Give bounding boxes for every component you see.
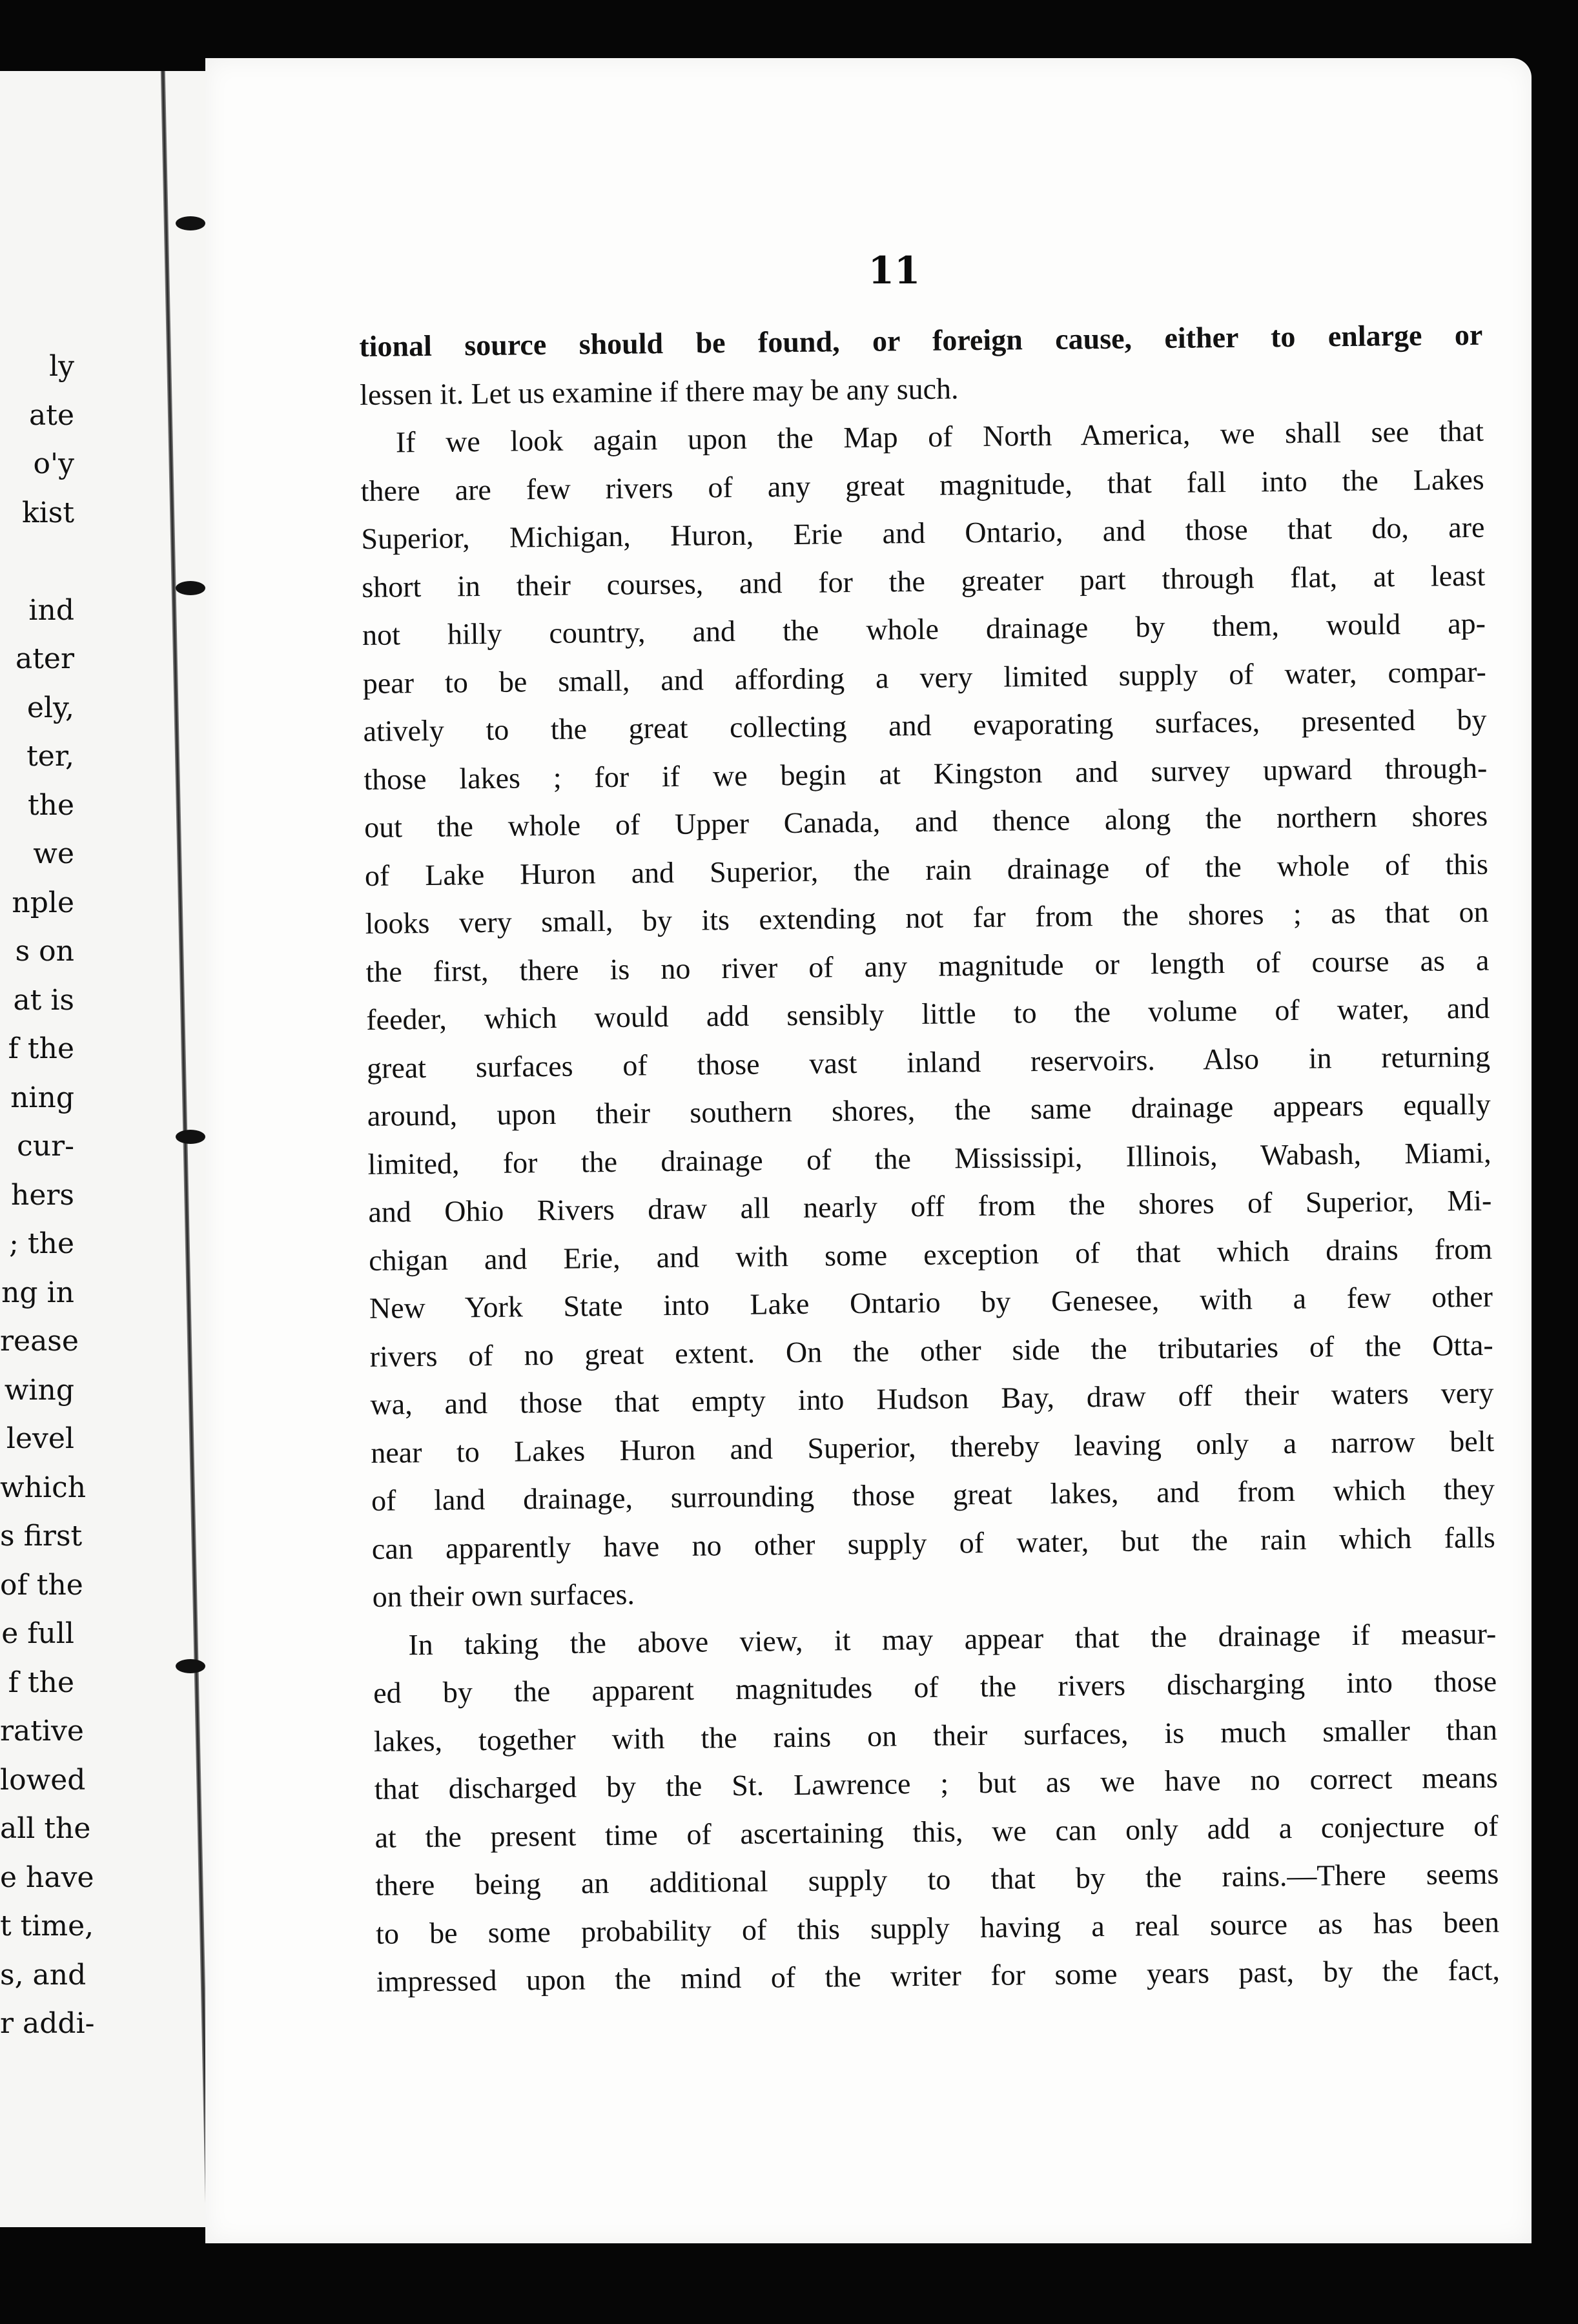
text-line: ed by the apparent magnitudes of the rivers discharging into those — [373, 1664, 1497, 1709]
text-line: lakes, together with the rains on their surfaces, is much smaller than — [373, 1713, 1498, 1758]
text-line: of land drainage, surrounding those great lakes, and from which they — [371, 1472, 1495, 1517]
book-page — [205, 58, 1532, 2243]
binding-stitch — [176, 1659, 205, 1673]
previous-page-line: ly — [49, 350, 74, 383]
previous-page-line: t time, — [0, 1910, 94, 1942]
previous-page-line: level — [6, 1422, 74, 1455]
text-line: limited, for the drainage of the Mississipi, Illinois, Wabash, Miami, — [367, 1136, 1491, 1181]
text-line: wa, and those that empty into Hudson Bay, draw off their waters very — [370, 1376, 1494, 1421]
text-line: looks very small, by its extending not far from the shores ; as that on — [365, 895, 1489, 940]
previous-page-line — [0, 537, 74, 586]
book-binding — [176, 71, 201, 2240]
text-line: rivers of no great extent. On the other side the tributaries of the Otta- — [369, 1328, 1493, 1373]
text-line: Superior, Michigan, Huron, Erie and Ontario, and those that do, are — [361, 510, 1485, 555]
text-line: pear to be small, and affording a very limited supply of water, compar- — [362, 655, 1487, 700]
previous-page-line: e have — [0, 1860, 94, 1894]
previous-page-line: r addi- — [0, 2007, 95, 2040]
text-line: chigan and Erie, and with some exception of that which drains from — [368, 1232, 1493, 1277]
text-line: lessen it. Let us examine if there may be any such. — [359, 371, 959, 411]
previous-page-line: at is — [13, 983, 74, 1017]
previous-page-line: s on — [15, 935, 74, 968]
previous-page-line: rease — [0, 1325, 79, 1358]
text-line: not hilly country, and the whole drainage by them, would ap- — [362, 606, 1486, 651]
previous-page-line: cur- — [17, 1130, 74, 1163]
previous-page-line: lowed — [0, 1763, 86, 1797]
page-body-text — [359, 311, 1500, 2006]
text-line: short in their courses, and for the greater part through flat, at least — [362, 558, 1486, 604]
previous-page-line: s first — [0, 1520, 83, 1553]
binding-stitch — [176, 1130, 205, 1144]
text-line: that discharged by the St. Lawrence ; but as we have no correct means — [374, 1760, 1498, 1806]
text-line: atively to the great collecting and evaporating surfaces, presented by — [363, 702, 1487, 748]
binding-stitch — [176, 581, 205, 595]
previous-page-line: f the — [8, 1032, 74, 1065]
binding-stitch — [176, 216, 205, 230]
text-line: at the present time of ascertaining this, we can only add a conjecture of — [374, 1809, 1499, 1854]
previous-page-line: s, and — [0, 1958, 87, 1992]
text-line: on their own surfaces. — [372, 1577, 635, 1613]
previous-page-line: ; the — [9, 1227, 74, 1260]
text-line: tional source should be found, or foreign cause, either to enlarge or — [359, 318, 1483, 363]
previous-page-line: nple — [12, 886, 74, 919]
text-line: to be some probability of this supply having a real source as has been — [375, 1905, 1500, 1950]
previous-page-line: we — [33, 837, 74, 870]
text-line: In taking the above view, it may appear that the drainage if measur- — [408, 1616, 1497, 1661]
text-line: those lakes ; for if we begin at Kingston and survey upward through- — [364, 751, 1488, 796]
previous-page-line: ate — [29, 398, 74, 432]
previous-page-line: ning — [10, 1081, 74, 1114]
text-line: feeder, which would add sensibly little to the volume of water, and — [366, 991, 1490, 1036]
text-line: the first, there is no river of any magnitude or length of course as a — [365, 943, 1490, 988]
previous-page-line: which — [0, 1471, 87, 1504]
previous-page-line: the — [27, 788, 74, 822]
previous-page-line: e full — [1, 1617, 74, 1650]
previous-page-line: ind — [28, 593, 74, 627]
text-line: near to Lakes Huron and Superior, thereby leaving only a narrow belt — [371, 1424, 1495, 1469]
text-line: If we look again upon the Map of North America, we shall see that — [395, 414, 1484, 459]
text-line: impressed upon the mind of the writer for some years past, by the fact, — [376, 1953, 1501, 1998]
previous-page-text — [0, 342, 95, 2048]
text-line: and Ohio Rivers draw all nearly off from the shores of Superior, Mi- — [368, 1183, 1492, 1228]
text-line: out the whole of Upper Canada, and thence along the northern shores — [364, 799, 1488, 844]
page-number: 11 — [868, 249, 921, 292]
previous-page-line: ely, — [26, 691, 74, 724]
text-line: there being an additional supply to that by the rains.—There seems — [375, 1857, 1499, 1902]
text-line: New York State into Lake Ontario by Genesee, with a few other — [369, 1279, 1493, 1325]
previous-page-line: rative — [0, 1715, 84, 1748]
text-line: great surfaces of those vast inland reservoirs. Also in returning — [366, 1039, 1491, 1085]
previous-page-line: ter, — [26, 740, 74, 773]
previous-page-line: wing — [4, 1373, 74, 1407]
previous-page-line: f the — [8, 1666, 74, 1699]
previous-page-line: hers — [11, 1178, 74, 1212]
previous-page-line: ater — [15, 642, 74, 675]
text-line: of Lake Huron and Superior, the rain drainage of the whole of this — [364, 847, 1489, 892]
previous-page-line: kist — [22, 496, 74, 529]
previous-page-line: o'y — [33, 447, 74, 480]
text-line: there are few rivers of any great magnitude, that fall into the Lakes — [360, 462, 1484, 507]
text-line: around, upon their southern shores, the same drainage appears equally — [367, 1087, 1491, 1132]
previous-page-line: of the — [0, 1568, 83, 1602]
previous-page-line: ng in — [1, 1276, 74, 1309]
previous-page-line: all the — [0, 1812, 91, 1845]
text-line: can apparently have no other supply of water, but the rain which falls — [371, 1520, 1496, 1565]
